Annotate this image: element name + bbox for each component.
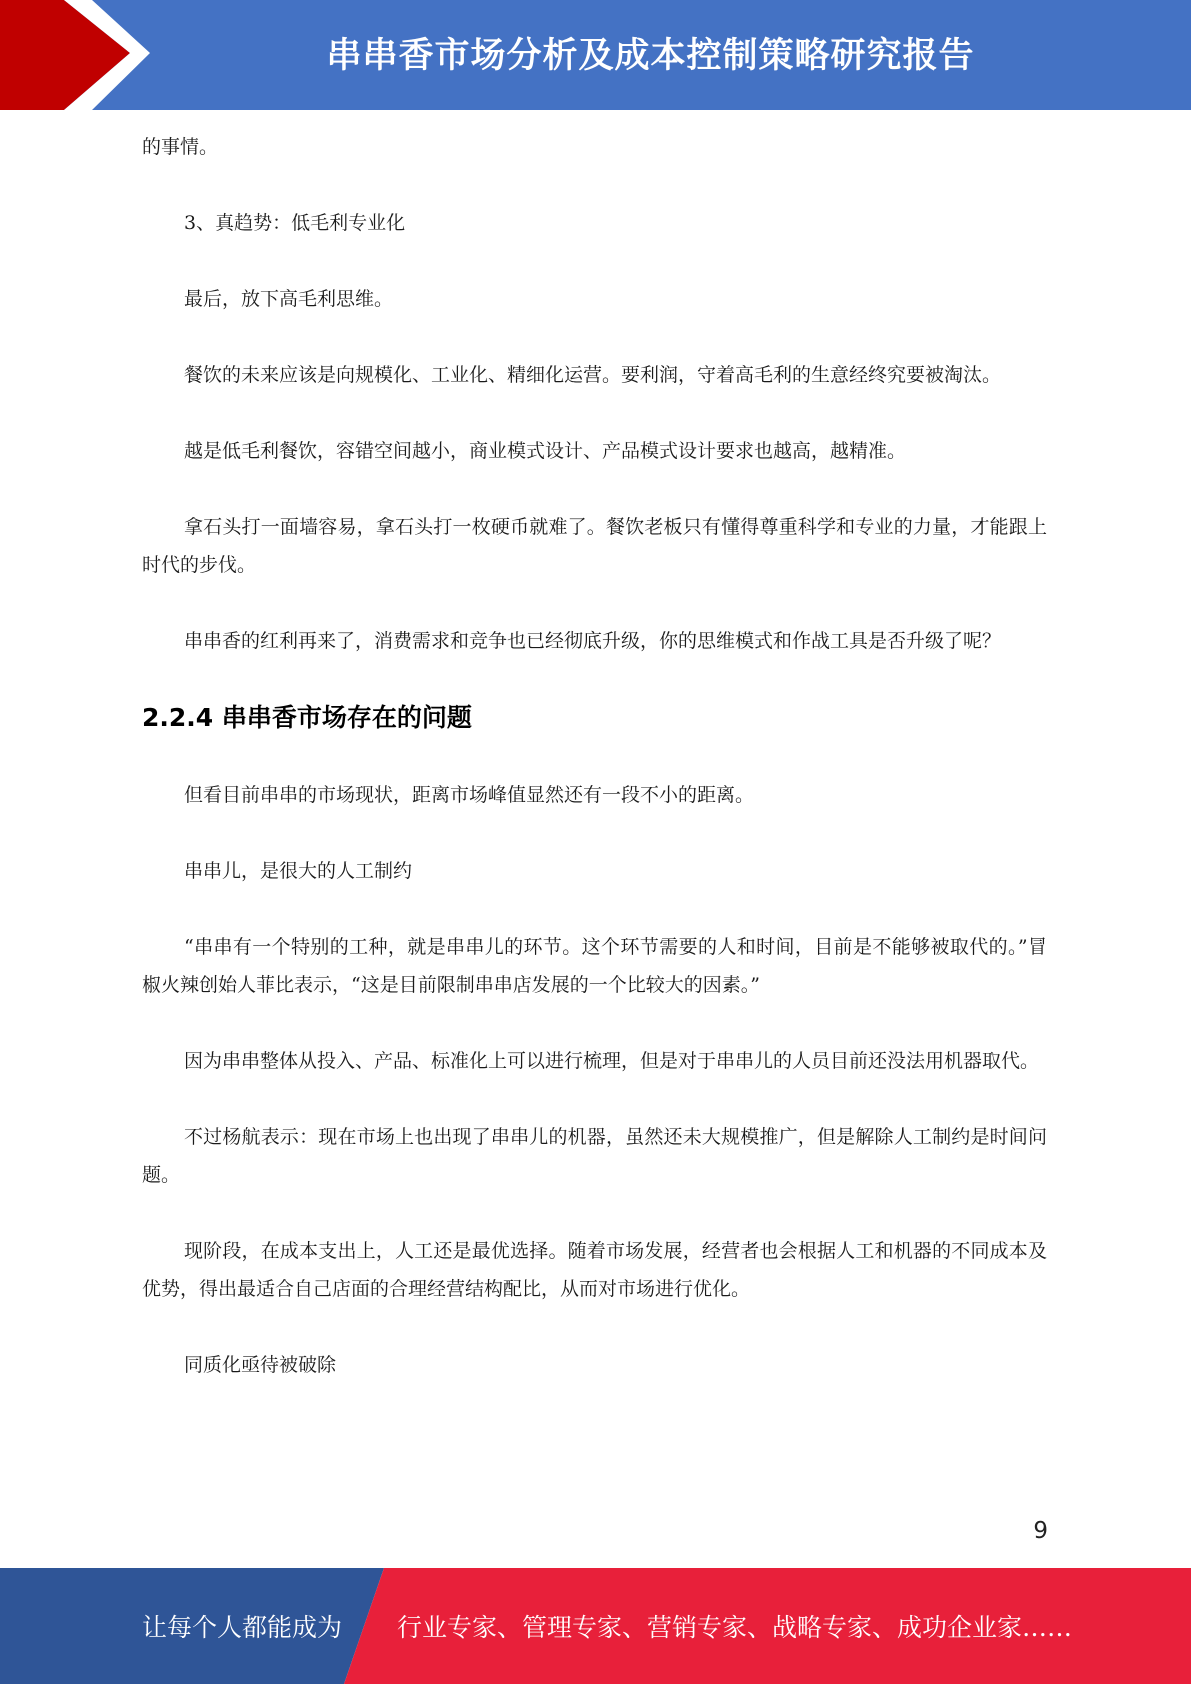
footer-slogan-right: 行业专家、管理专家、营销专家、战略专家、成功企业家…… xyxy=(397,1613,1073,1642)
paragraph: 现阶段，在成本支出上，人工还是最优选择。随着市场发展，经营者也会根据人工和机器的不同成本及优势，得出最适合自己店面的合理经营结构配比，从而对市场进行优化。 xyxy=(142,1240,1047,1300)
page-header xyxy=(0,0,1191,110)
report-title: 串串香市场分析及成本控制策略研究报告 xyxy=(326,36,975,76)
paragraph: 的事情。 xyxy=(142,136,219,158)
page-number: 9 xyxy=(1033,1518,1048,1544)
paragraph: 串串香的红利再来了，消费需求和竞争也已经彻底升级，你的思维模式和作战工具是否升级了呢？ xyxy=(184,630,1002,652)
paragraph: 但看目前串串的市场现状，距离市场峰值显然还有一段不小的距离。 xyxy=(184,784,755,806)
page-footer xyxy=(0,1568,1191,1684)
section-heading: 2.2.4 串串香市场存在的问题 xyxy=(142,703,472,732)
paragraph: 餐饮的未来应该是向规模化、工业化、精细化运营。要利润，守着高毛利的生意经终究要被淘汰。 xyxy=(184,364,1002,386)
paragraph: 最后，放下高毛利思维。 xyxy=(184,288,394,310)
header-chevron-decoration xyxy=(0,0,160,110)
paragraph: 同质化亟待被破除 xyxy=(184,1354,337,1376)
paragraph: 不过杨航表示：现在市场上也出现了串串儿的机器，虽然还未大规模推广，但是解除人工制约是时间问题。 xyxy=(142,1126,1047,1186)
page-body xyxy=(142,128,1047,1422)
paragraph: 越是低毛利餐饮，容错空间越小，商业模式设计、产品模式设计要求也越高，越精准。 xyxy=(184,440,907,462)
footer-slogan-left: 让每个人都能成为 xyxy=(142,1613,343,1642)
paragraph: 拿石头打一面墙容易，拿石头打一枚硬币就难了。餐饮老板只有懂得尊重科学和专业的力量，才能跟上时代的步伐。 xyxy=(142,516,1047,576)
paragraph: 串串儿，是很大的人工制约 xyxy=(184,860,413,882)
paragraph: “串串有一个特别的工种，就是串串儿的环节。这个环节需要的人和时间，目前是不能够被取代的。”冒椒火辣创始人菲比表示，“这是目前限制串串店发展的一个比较大的因素。” xyxy=(142,936,1047,996)
paragraph: 因为串串整体从投入、产品、标准化上可以进行梳理，但是对于串串儿的人员目前还没法用机器取代。 xyxy=(184,1050,1040,1072)
paragraph: 3、真趋势：低毛利专业化 xyxy=(184,212,406,234)
